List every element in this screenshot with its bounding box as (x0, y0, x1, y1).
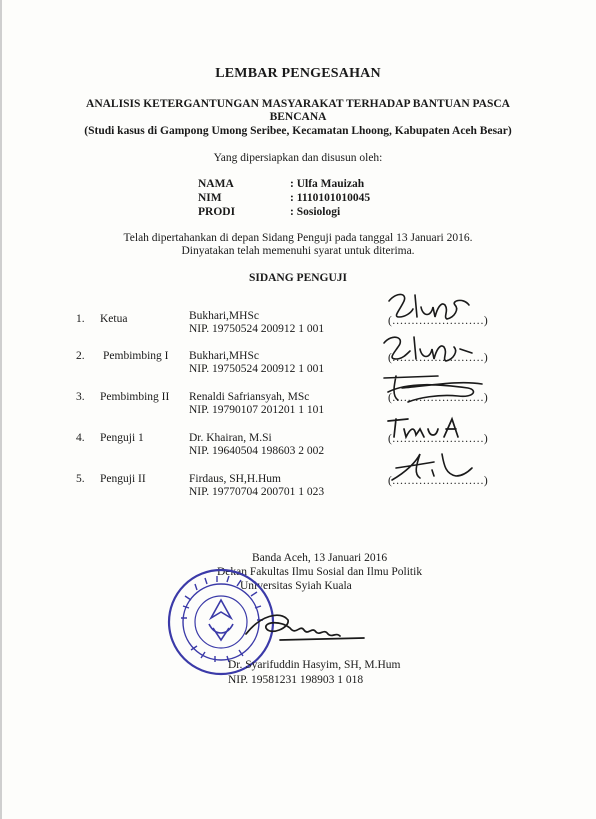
row-name: Firdaus, SH,H.Hum (189, 473, 282, 485)
row-name: Dr. Khairan, M.Si (189, 432, 272, 444)
row-nip: NIP. 19750524 200912 1 001 (189, 323, 325, 335)
row-nip: NIP. 19790107 201201 1 101 (189, 404, 325, 416)
signature-blank: (……………………) (388, 352, 488, 364)
dean-name: Dr. Syarifuddin Hasyim, SH, M.Hum (228, 659, 401, 671)
prodi-value: : Sosiologi (290, 206, 341, 218)
row-role: Penguji 1 (100, 432, 144, 444)
row-nip: NIP. 19640504 198603 2 002 (189, 445, 325, 457)
row-role: Pembimbing I (103, 350, 169, 362)
prepared-by: Yang dipersiapkan dan disusun oleh: (213, 152, 383, 164)
signature-blank: (……………………) (388, 475, 488, 487)
thesis-title-line2: BENCANA (269, 111, 327, 123)
signature-4 (384, 415, 464, 445)
signature-3 (378, 368, 488, 408)
defended-line2: Dinyatakan telah memenuhi syarat untuk diterima. (181, 245, 415, 257)
place-date: Banda Aceh, 13 Januari 2016 (252, 552, 388, 564)
row-number: 3. (76, 391, 85, 403)
signature-5 (386, 448, 476, 488)
row-nip: NIP. 19770704 200701 1 023 (189, 486, 325, 498)
row-number: 4. (76, 432, 85, 444)
signature-2 (380, 331, 480, 367)
signature-blank: (……………………) (388, 433, 488, 445)
signature-dean (240, 606, 370, 646)
signature-blank: (……………………) (388, 392, 488, 404)
row-role: Penguji II (100, 473, 146, 485)
dean-position-line1: Dekan Fakultas Ilmu Sosial dan Ilmu Politik (217, 566, 423, 578)
page-title: LEMBAR PENGESAHAN (215, 66, 381, 81)
row-role: Ketua (100, 313, 128, 325)
row-role: Pembimbing II (100, 391, 170, 403)
row-nip: NIP. 19750524 200912 1 001 (189, 363, 325, 375)
dean-nip: NIP. 19581231 198903 1 018 (228, 674, 364, 686)
name-label: NAMA (198, 178, 234, 190)
row-name: Bukhari,MHSc (189, 310, 259, 322)
name-value: : Ulfa Mauizah (290, 178, 365, 190)
signature-blank: (……………………) (388, 315, 488, 327)
thesis-subtitle: (Studi kasus di Gampong Umong Seribee, Kecamatan Lhoong, Kabupaten Aceh Besar) (84, 125, 512, 137)
defended-line1: Telah dipertahankan di depan Sidang Penguji pada tanggal 13 Januari 2016. (123, 232, 473, 244)
nim-value: : 1110101010045 (290, 192, 371, 204)
row-name: Bukhari,MHSc (189, 350, 259, 362)
signature-1 (385, 287, 475, 327)
prodi-label: PRODI (198, 206, 236, 218)
row-number: 2. (76, 350, 85, 362)
thesis-title-line1: ANALISIS KETERGANTUNGAN MASYARAKAT TERHADAP BANTUAN PASCA (86, 98, 510, 110)
nim-label: NIM (198, 192, 222, 204)
dean-position-line2: Universitas Syiah Kuala (240, 580, 352, 592)
row-name: Renaldi Safriansyah, MSc (189, 391, 310, 403)
row-number: 1. (76, 313, 85, 325)
committee-heading: SIDANG PENGUJI (248, 272, 348, 284)
row-number: 5. (76, 473, 85, 485)
